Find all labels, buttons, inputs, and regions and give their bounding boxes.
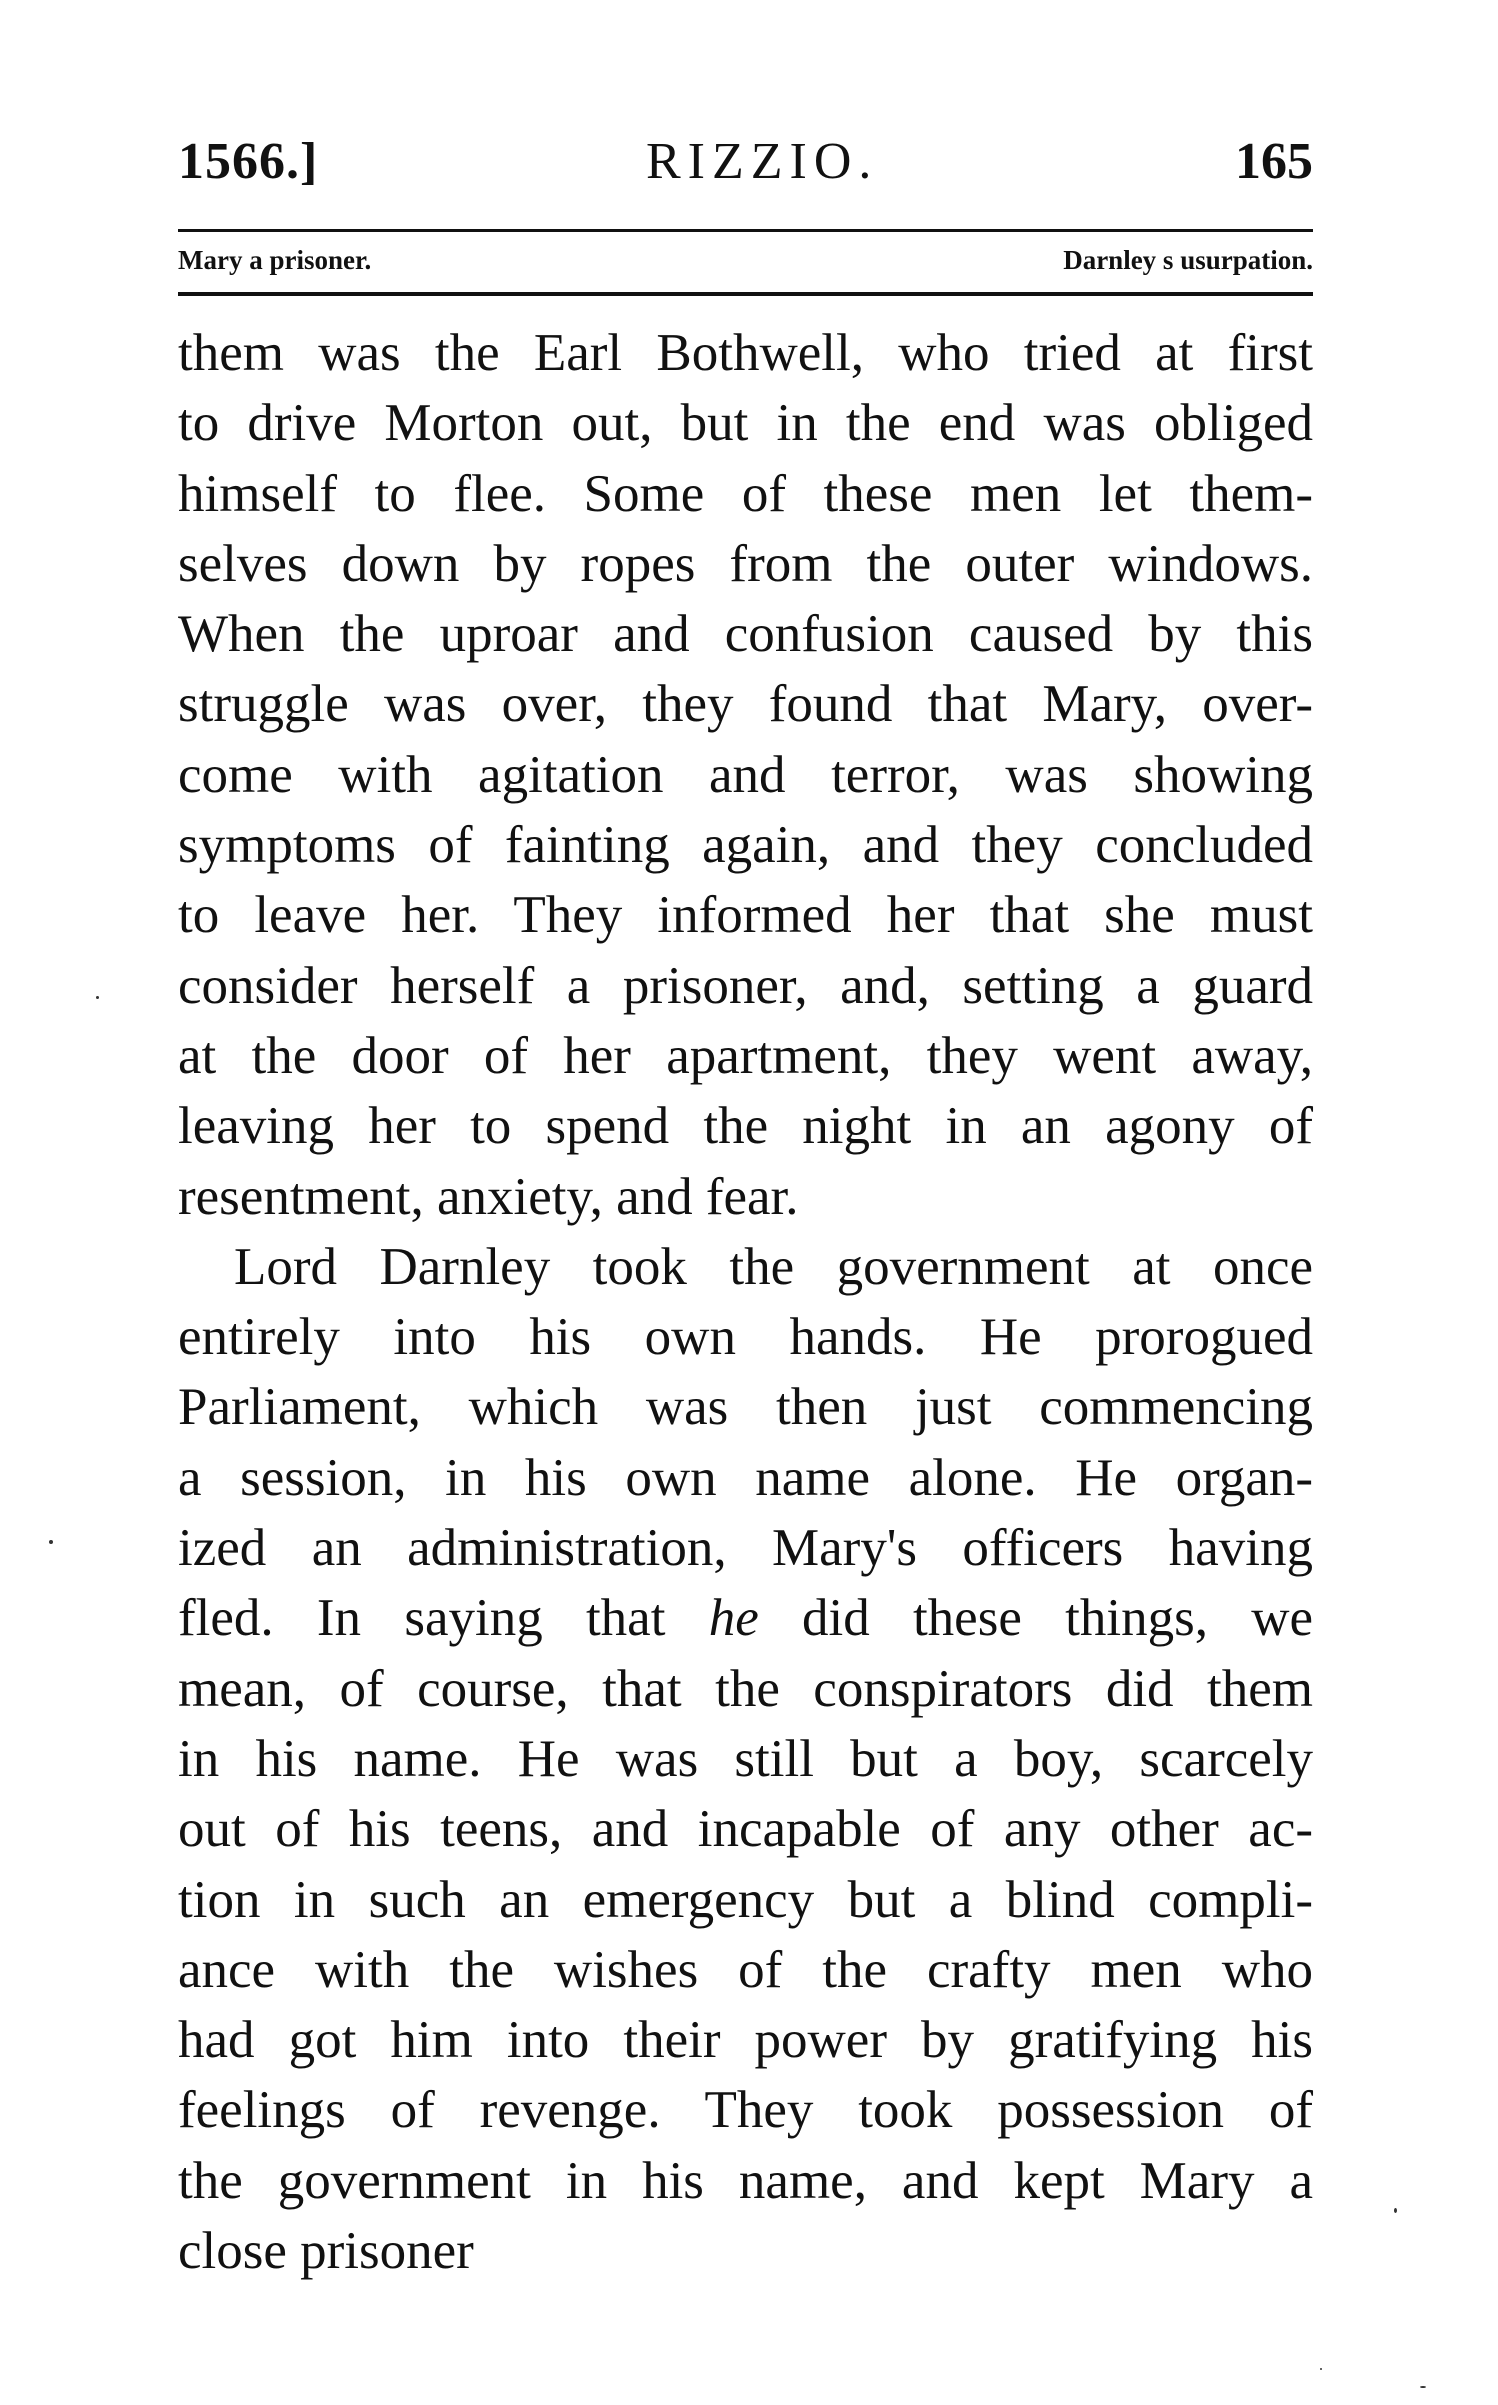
text-line: himself to flee. Some of these men let them- (178, 464, 1313, 523)
header-rule-top (178, 229, 1313, 232)
text-line: had got him into their power by gratifying his (178, 2011, 1313, 2070)
text-line: ance with the wishes of the crafty men who (178, 1940, 1313, 1999)
text-line: tion in such an emergency but a blind compli- (178, 1870, 1313, 1929)
running-head-title: RIZZIO. (646, 133, 879, 190)
text-line: the government in his name, and kept Mary a (178, 2151, 1313, 2210)
text-line: them was the Earl Bothwell, who tried at first (178, 324, 1313, 382)
running-head-year: 1566.] (178, 133, 319, 190)
text-line: selves down by ropes from the outer windows. (178, 534, 1313, 593)
text-line: Parliament, which was then just commencing (178, 1378, 1313, 1437)
text-line: come with agitation and terror, was showing (178, 745, 1313, 804)
text-line: resentment, anxiety, and fear. (178, 1167, 799, 1226)
text-line: leaving her to spend the night in an agony of (178, 1097, 1313, 1156)
sidenotes (178, 245, 1313, 285)
running-head (178, 132, 1313, 202)
text-line: ized an administration, Mary's officers having (178, 1519, 1313, 1578)
text-line: close prisoner (178, 2222, 474, 2281)
text-line: to drive Morton out, but in the end was obliged (178, 394, 1313, 453)
text-line: mean, of course, that the conspirators did them (178, 1659, 1313, 1718)
scan-speck (1320, 2368, 1322, 2370)
emphasis: he (708, 1589, 759, 1648)
scan-speck (1420, 2386, 1426, 2388)
sidenote-right: Darnley s usurpation. (1063, 245, 1313, 275)
sidenote-left: Mary a prisoner. (178, 245, 372, 275)
text-line: struggle was over, they found that Mary, over- (178, 675, 1313, 734)
text-line: at the door of her apartment, they went away, (178, 1026, 1313, 1085)
scan-speck (1394, 2208, 1397, 2213)
header-rule-bottom (178, 292, 1313, 296)
text-line: out of his teens, and incapable of any other ac- (178, 1800, 1313, 1859)
text-line: to leave her. They informed her that she must (178, 886, 1313, 945)
text-line: Lord Darnley took the government at once (234, 1237, 1313, 1296)
text-line: When the uproar and confusion caused by this (178, 605, 1313, 664)
scan-speck (96, 996, 99, 999)
scan-speck (49, 1540, 53, 1544)
text-line: fled. In saying that he did these things, we (178, 1589, 1313, 1648)
text-line: in his name. He was still but a boy, scarcely (178, 1729, 1313, 1788)
text-line: symptoms of fainting again, and they concluded (178, 816, 1313, 875)
body-text (178, 318, 1313, 2286)
text-line: a session, in his own name alone. He organ- (178, 1448, 1313, 1507)
text-line: entirely into his own hands. He prorogued (178, 1308, 1313, 1367)
page-number: 165 (1235, 133, 1313, 190)
text-line: consider herself a prisoner, and, setting a guard (178, 956, 1313, 1015)
text-line: feelings of revenge. They took possession of (178, 2081, 1313, 2140)
